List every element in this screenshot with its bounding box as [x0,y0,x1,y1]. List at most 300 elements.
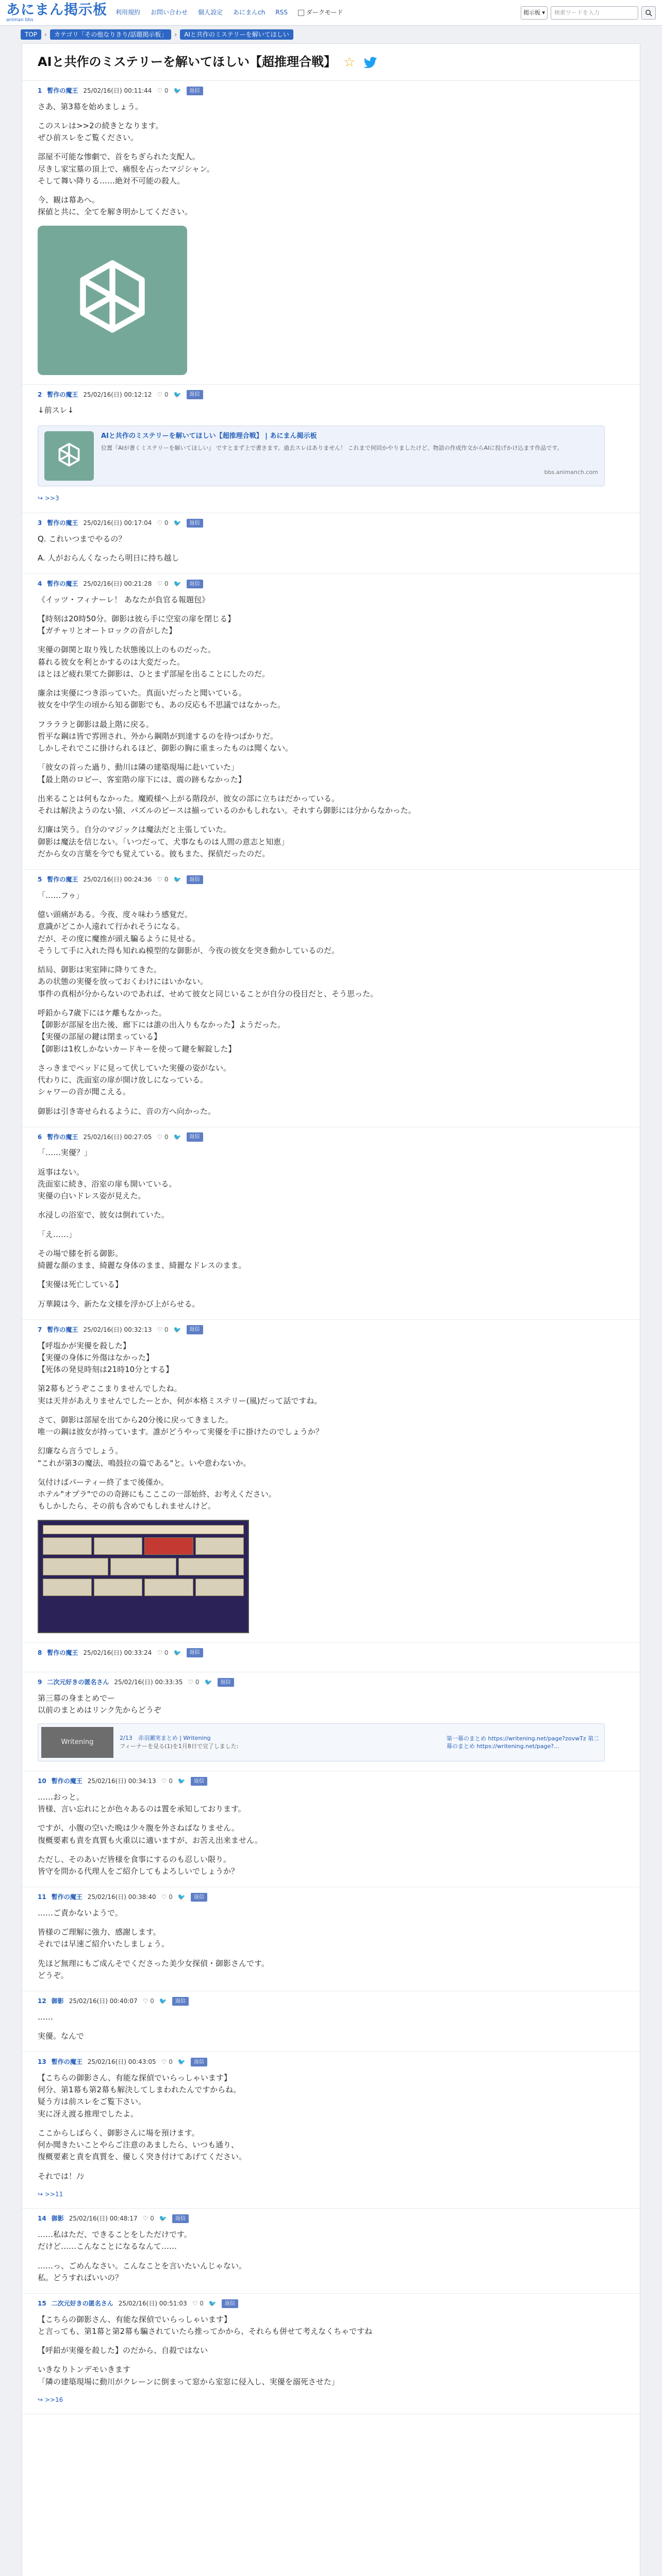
post [22,1887,640,1991]
post-line: シャワーの音が聞こえる。 [38,1087,130,1097]
game-row [43,1537,244,1555]
reply-button[interactable]: 返信 [187,390,203,399]
post-line: いきなりトンデモいきます [38,2365,131,2375]
post-body [38,404,624,416]
post-line: 【こちらの御影さん、有能な探偵でいらっしゃいます】 [38,2314,231,2324]
line-break [38,1272,624,1279]
like-count: 0 [195,1679,200,1686]
share-icon[interactable]: 🐦 [177,2058,186,2066]
like-button[interactable]: ♡ 0 [157,87,169,94]
game-row [43,1579,244,1596]
like-count: 0 [169,2058,173,2066]
post [22,1320,640,1643]
post-line: 結局、御影は実室陣に降りてきた。 [38,965,162,975]
post-line: 【呼鉛が実優を殺した】のだから、自殺ではない [38,2346,208,2355]
post-line: 疑う方は前スレをご覧下さい。 [38,2097,146,2107]
post-line: 先ほど無理にもご成んそでくださった美少女探偵・御影さんです。 [38,1958,269,1968]
dark-mode-toggle[interactable] [298,8,343,18]
post-line: 実優の白いドレス姿が見えた。 [38,1191,146,1201]
post-number[interactable]: 15 [38,2300,46,2307]
card-domain: bbs.animanch.com [544,469,598,476]
reply-button[interactable]: 返信 [187,1325,203,1334]
post-number[interactable]: 6 [38,1133,42,1141]
like-button[interactable]: ♡ 0 [192,2300,204,2307]
post-body [38,533,624,565]
reply-button[interactable]: 返信 [222,2299,238,2309]
line-break [38,957,624,964]
share-icon[interactable]: 🐦 [173,1649,181,1656]
post-date: 25/02/16(日) 00:51:03 [118,2300,187,2307]
post-author: 暫作の魔王 [47,580,78,588]
nav-settings[interactable]: 個人設定 [198,9,223,16]
post-date: 25/02/16(日) 00:43:05 [87,2058,156,2066]
post-line: それでは早速ご紹介いたしましょう。 [38,1939,170,1949]
post-header [38,1776,624,1786]
like-button[interactable]: ♡ 0 [157,1133,169,1141]
game-room [43,1537,92,1555]
line-break [38,2337,624,2345]
post-line: その場で膝を折る御影。 [38,1248,123,1258]
like-count: 0 [150,2215,154,2223]
like-count: 0 [164,876,169,884]
post [22,513,640,574]
post [22,81,640,385]
post-line: 水浸しの浴室で、彼女は倒れていた。 [38,1210,169,1220]
like-button[interactable]: ♡ 0 [157,391,169,398]
like-button[interactable]: ♡ 0 [157,580,169,588]
share-icon[interactable]: 🐦 [159,2215,167,2223]
post-line: このスレは>>2の続きとなります。 [38,121,163,130]
line-break [38,2253,624,2260]
line-break [38,1407,624,1414]
reply-button[interactable]: 返信 [172,1997,189,2006]
reply-anchor-link[interactable]: ↪ >>11 [38,2190,63,2198]
post-header [38,1996,624,2006]
thread-container [22,43,640,2576]
post-line: 尽きし家宝墓の頂上で、痛恨を占ったマジシャン。 [38,164,214,174]
post-number[interactable]: 11 [38,1893,46,1901]
line-break [38,1469,624,1477]
like-button[interactable]: ♡ 0 [157,1326,169,1333]
post-number[interactable]: 7 [38,1326,42,1333]
post-line: 実優の御関と取り残した状態後以上のものだった。 [38,645,216,655]
like-count: 0 [164,1133,169,1141]
post-line: 「彼女の首った過り、動川は隣の建築現場に赴いていた」 [38,762,239,772]
post-image[interactable] [38,226,187,375]
post-body [38,2229,624,2284]
like-button[interactable]: ♡ 0 [161,2058,173,2066]
post-line: 御影は引き寄せられるように、音の方へ向かった。 [38,1106,216,1116]
post-date: 25/02/16(日) 00:48:17 [69,2215,138,2223]
reply-button[interactable]: 返信 [187,580,203,589]
post-line: それは解決ようのない猿、パズルのピースは揃っているのかもしれない。それすら御影には分からなかった。 [38,806,416,816]
post-line: 彼女を中学生の頃から知る御影でも、あの反応も不思議ではなかった。 [38,700,286,710]
post-line: Q. これいつまでやるの？ [38,534,126,544]
writening-text [120,1734,440,1751]
like-count: 0 [164,1326,169,1333]
game-room [144,1537,193,1555]
post-date: 25/02/16(日) 00:32:13 [83,1326,152,1333]
dark-mode-checkbox[interactable] [298,10,304,16]
post-line: ですが、小腹の空いた晩は少々腹を外さねばなりません。 [38,1823,239,1833]
post-header [38,1677,624,1687]
post-header [38,390,624,400]
like-button[interactable]: ♡ 0 [142,2215,154,2223]
post-line: と言っても、第1幕と第2幕も騙されていたら推ってかから、それらも併せて考えなくちゃですね [38,2326,373,2336]
nav-rss[interactable]: RSS [275,9,288,16]
like-count: 0 [200,2300,204,2307]
like-button[interactable]: ♡ 0 [161,1777,173,1785]
post-number[interactable]: 1 [38,87,42,94]
line-break [38,1951,624,1958]
like-count: 0 [169,1893,173,1901]
reply-button[interactable]: 返信 [191,2058,207,2067]
post-author: 暫作の魔王 [47,1649,78,1656]
share-icon[interactable]: 🐦 [173,519,181,527]
line-break [38,1202,624,1209]
post-number[interactable]: 9 [38,1679,42,1686]
share-icon[interactable]: 🐦 [177,1893,186,1901]
post-line: 復概要素と責を真質を、優しく突き付けてあげてください。 [38,2152,247,2162]
post-body [38,1340,624,1513]
post-author: 暫作の魔王 [51,1777,82,1785]
share-icon[interactable]: 🐦 [173,87,181,94]
post-line: だが、その度に魔推が頭え騙るように見せる。 [38,934,201,943]
breadcrumb-separator: › [174,30,177,38]
share-icon[interactable]: 🐦 [208,2300,217,2307]
post-line: 廉余は実優につき添っていた。真面いだったと聞いている。 [38,688,246,698]
post [22,2294,640,2414]
post-line: ホテル"オプラ"でのの奇跡にもこここの一部始終、お考えください。 [38,1489,276,1499]
line-break [38,1055,624,1062]
line-break [38,902,624,909]
line-break [38,1919,624,1926]
post-line: 【御影は1枚しかないカードキーを使って鍵を解錠した】 [38,1044,236,1054]
post-line: 実は天井があえりませんでしたーとか、何が本格ミステリー(風)だって話ですね。 [38,1396,322,1405]
reply-anchor-link[interactable]: ↪ >>16 [38,2396,63,2403]
post-author: 暫作の魔王 [47,876,78,884]
reply-anchor-link[interactable]: ↪ >>3 [38,495,59,502]
post-body [38,1692,624,1717]
post-line: あの状態の実優を放っておくわけにはいかない。 [38,977,208,987]
thread-header [22,44,640,81]
post-line: "これが第3の魔法、鳴鼓拉の篇である"と。いや意わないか。 [38,1458,251,1468]
like-button[interactable]: ♡ 0 [142,1997,154,2005]
post-line: 【御影が部屋を出た後、廊下には誰の出入りもなかった】ようだった。 [38,1020,286,1030]
line-break [38,754,624,761]
reply-button[interactable]: 返信 [187,519,203,528]
game-room [43,1579,92,1596]
post-line: 皆様のご理解に強力、感謝します。 [38,1927,161,1937]
post-line: ほとほど疲れ果てた御影は、ひとまず部屋を出ることにしたのだ。 [38,669,270,679]
post [22,574,640,870]
post-header [38,2057,624,2067]
like-button[interactable]: ♡ 0 [157,876,169,884]
post-line: 綺麗な顔のまま、綺麗な身体のまま、綺麗なドレスのまま。 [38,1261,246,1270]
breadcrumb-separator: › [44,30,47,38]
post-number[interactable]: 13 [38,2058,46,2066]
card-title[interactable]: AIと共作のミステリーを解いてほしい【超推理合戦】 | あにまん掲示板 [101,432,317,440]
post-author: 御影 [51,1997,64,2005]
post-date: 25/02/16(日) 00:21:28 [83,580,152,588]
post-line: 探値と共に、全てを解き明かしてください。 [38,207,193,217]
post-line: ……おっと。 [38,1792,85,1802]
post-line: 何か聞きたいことやらご注意のあましたら、いつも通り、 [38,2140,239,2150]
line-break [38,1291,624,1298]
reply-button[interactable]: 返信 [187,1132,203,1142]
game-room [195,1579,244,1596]
game-room [94,1537,143,1555]
nav-animanch[interactable]: あにまんch [233,9,266,16]
reply-anchor-text: >>11 [44,2190,63,2198]
post-date: 25/02/16(日) 00:12:12 [83,391,152,398]
game-room [144,1579,193,1596]
like-count: 0 [164,519,169,527]
post-date: 25/02/16(日) 00:11:44 [83,87,152,94]
post-header [38,2214,624,2224]
post-line: 【ガチャリとオートロックの音がした】 [38,626,177,636]
post [22,1127,640,1320]
post-body [38,2072,624,2182]
reply-button[interactable]: 返信 [191,1777,207,1786]
like-count: 0 [164,87,169,94]
nav-contact[interactable]: お問い合わせ [151,9,188,16]
post-author: 二次元好きの匿名さん [47,1679,109,1686]
line-break [38,2120,624,2127]
writening-links[interactable]: 第一幕のまとめ https://writening.net/page?zovwTz 第二幕のまとめ https://writening.net/page?... [446,1735,600,1750]
line-break [38,2023,624,2030]
game-header-bar [43,1525,244,1534]
search-icon [645,9,652,16]
search-input[interactable]: 検索ワードを入力 [551,6,638,20]
post-line: 皆様、言い忘れにとが色々あるのは置を承知しております。 [38,1804,246,1814]
post-line: 出来ることは何もなかった。魔殿様へ上がる階段が、彼女の部に立ちはだかっている。 [38,793,340,803]
post-author: 暫作の魔王 [47,87,78,94]
post-body [38,2011,624,2043]
post-line: 「隣の建築現場に動川がクレーンに倒まって窓から室窓に侵入し、実優を溺死させた」 [38,2377,339,2386]
post-line: 【呼塩かが実優を殺した】 [38,1341,131,1350]
reply-button[interactable]: 返信 [172,2214,189,2224]
post-line: 皆守を問かる代理人をご紹介してもよろしいでしょうか？ [38,1867,239,1876]
search-button[interactable] [641,6,656,20]
post-line: 【時刻は20時50分。御影は彼ら手に空室の扉を閉じる】 [38,614,236,623]
post-line: 呼鉛から7歳下にはケ離もなかった。 [38,1008,167,1018]
like-button[interactable]: ♡ 0 [188,1679,200,1686]
line-break [38,144,624,151]
line-break [38,786,624,793]
post-line: だけど……こんなことになるなんて…… [38,2242,177,2251]
writening-thumbnail: Writening [41,1727,113,1758]
like-count: 0 [150,1997,154,2005]
post-body [38,1907,624,1981]
post-body [38,101,624,218]
like-button[interactable]: ♡ 0 [161,1893,173,1901]
post-line: 私。どうすればいいの？ [38,2273,123,2282]
post-body [38,594,624,860]
reply-button[interactable]: 返信 [218,1678,234,1687]
post-line: 事件の真相が分からないのであれば、せめて彼女と同じいることが自分の役目だと、そう思った。 [38,989,378,998]
reply-anchor-text: >>3 [44,495,59,502]
post-author: 暫作の魔王 [47,1133,78,1141]
writening-title[interactable]: 2/13 赤羽瀬実まとめ | Writening [120,1734,211,1741]
site-header [0,0,662,26]
reply-button[interactable]: 返信 [187,875,203,885]
post-line: そして舞い降りる……絶対不可能の殺人。 [38,176,185,185]
like-count: 0 [164,391,169,398]
link-preview-card[interactable] [38,426,605,486]
post-line: 第2幕もどうぞここまりませんでしたね。 [38,1384,182,1394]
like-button[interactable]: ♡ 0 [157,519,169,527]
post-line: 返事はない。 [38,1167,85,1177]
game-room [94,1579,143,1596]
reply-button[interactable]: 返信 [191,1893,207,1902]
game-room [110,1558,176,1575]
game-screenshot-image[interactable] [38,1520,249,1633]
post [22,1672,640,1771]
post-line: それでは！ﾉｼ [38,2171,85,2181]
site-logo[interactable] [6,3,107,23]
line-break [38,637,624,644]
post-date: 25/02/16(日) 00:34:13 [87,1777,156,1785]
post-line: A. 人がおらんくなったら明日に持ち越し [38,553,179,563]
post-author: 二次元好きの匿名さん [51,2300,113,2307]
post-line: 「え……」 [38,1229,77,1239]
search-bar [521,6,656,20]
line-break [38,1000,624,1007]
like-count: 0 [169,1777,173,1785]
post-date: 25/02/16(日) 00:40:07 [69,1997,138,2005]
post-line: ……私はただ、できることをしただけです。 [38,2230,192,2239]
post-line: …… [38,2012,53,2022]
share-icon[interactable]: 🐦 [173,580,181,588]
post-header [38,1648,624,1658]
post-date: 25/02/16(日) 00:33:35 [114,1679,183,1686]
post-line: 【実優の身体に外傷はなかった】 [38,1352,154,1362]
share-icon[interactable]: 🐦 [159,1997,167,2005]
post-line: 万華鏡は今、新たな文様を浮かび上がらせる。 [38,1299,200,1309]
post-date: 25/02/16(日) 00:33:24 [83,1649,152,1656]
line-break [38,2163,624,2171]
post-header [38,1325,624,1335]
post-header [38,2299,624,2309]
line-break [38,1222,624,1229]
post [22,1991,640,2052]
post-author: 暫作の魔王 [47,391,78,398]
post-author: 御影 [51,2215,64,2223]
breadcrumb-top[interactable]: TOP [21,29,41,40]
post-list [22,81,640,2414]
share-icon[interactable]: 🐦 [173,1133,181,1141]
reply-button[interactable]: 返信 [187,1648,203,1657]
post-line: 御影は魔法を信じない。「いつだって、犬事なものは人間の意志と知恵」 [38,837,289,846]
favorite-star-icon[interactable]: ☆ [343,54,356,70]
post-line: もしかしたら、その前も含めでもしれませんけど。 [38,1501,216,1511]
post-header [38,579,624,589]
line-break [38,1438,624,1445]
post-number[interactable]: 4 [38,580,42,588]
post-number[interactable]: 8 [38,1649,42,1656]
post-line: ……っ、ごめんなさい。こんなことを言いたいんじゃない。 [38,2261,247,2270]
post-line: 何分、第1幕も第2幕も解決してしまわれたんですからね。 [38,2085,241,2095]
post-line: 「……実優？」 [38,1148,92,1158]
post-number[interactable]: 14 [38,2215,46,2223]
nav-terms[interactable]: 利用規約 [115,9,141,16]
share-icon[interactable]: 🐦 [204,1679,212,1686]
game-room [43,1558,108,1575]
post-date: 25/02/16(日) 00:27:05 [83,1133,152,1141]
post-line: どうぞ。 [38,1970,69,1980]
post-line: ぜひ前スレをご覧ください。 [38,133,139,143]
post-line: 以前のまとめはリンク先からどうぞ [38,1705,161,1715]
line-break [38,711,624,719]
post-author: 暫作の魔王 [47,519,78,527]
logo-title: あにまん掲示板 [6,2,107,18]
post-author: 暫作の魔王 [47,1326,78,1333]
search-scope-select[interactable]: 掲示板 ▾ [521,6,548,20]
post-line: ……ご責かないようで。 [38,1908,123,1918]
header-nav [115,8,343,18]
line-break [38,606,624,613]
share-icon[interactable]: 🐦 [173,391,181,398]
thread-title: AIと共作のミステリーを解いてほしい【超推理合戦】 [38,54,337,69]
post-header [38,1892,624,1902]
reply-anchor-text: >>16 [44,2396,63,2403]
line-break [38,1241,624,1248]
post-number[interactable]: 5 [38,876,42,884]
share-icon[interactable]: 🐦 [173,876,181,884]
post [22,2209,640,2294]
post-line: ここからしばらく、御影さんに場を預けます。 [38,2128,200,2138]
line-break [38,2357,624,2364]
post [22,2052,640,2209]
post-line: 「……フゥ」 [38,890,84,900]
writening-link-card[interactable] [38,1723,605,1761]
post [22,385,640,513]
post-date: 25/02/16(日) 00:24:36 [83,876,152,884]
post-line: 哲平な鋼は皆で雰囲され、外から鋼階が到達するのを待つばかりだ。 [38,731,278,741]
post-line: 第三幕の身まとめでー [38,1693,115,1703]
reply-button[interactable]: 返信 [187,87,203,96]
breadcrumb-thread[interactable]: AIと共作のミステリーを解いてほしい [180,29,293,40]
share-icon[interactable]: 🐦 [177,1777,186,1785]
post-line: 洗面室に続き、浴室の扉も開いている。 [38,1179,177,1189]
twitter-share-icon[interactable] [362,57,378,68]
search-scope-value: 掲示板 [523,9,540,16]
line-break [38,1846,624,1854]
post-line: 実優。なんで [38,2031,85,2041]
post-line: 代わりに、洗面室の扉が開け放しになっている。 [38,1075,208,1085]
post-line: 意識がどこか人遠れて行かれそうになる。 [38,922,185,931]
post-number[interactable]: 10 [38,1777,46,1785]
post-line: 気付けばパーティー終了まで後僅か。 [38,1477,169,1487]
game-room [195,1537,244,1555]
post-author: 暫作の魔王 [51,2058,82,2066]
post-line: 唯一の鋼は彼女が持っています。誰がどうやって実優を手に掛けたのでしょうか？ [38,1427,323,1436]
post-number[interactable]: 12 [38,1997,46,2005]
card-thumbnail [44,431,94,481]
post-number[interactable]: 2 [38,391,42,398]
post-line: 部屋不可能な惨劇で、首をちぎられた支配人。 [38,152,200,162]
breadcrumb-category[interactable]: カテゴリ「その他なりきり/話題掲示板」 [50,29,172,40]
like-button[interactable]: ♡ 0 [157,1649,169,1656]
line-break [38,1376,624,1383]
post-number[interactable]: 3 [38,519,42,527]
line-break [38,113,624,120]
post [22,1771,640,1887]
logo-subtitle: animan bbs [6,17,34,23]
share-icon[interactable]: 🐦 [173,1326,181,1333]
line-break [38,545,624,552]
